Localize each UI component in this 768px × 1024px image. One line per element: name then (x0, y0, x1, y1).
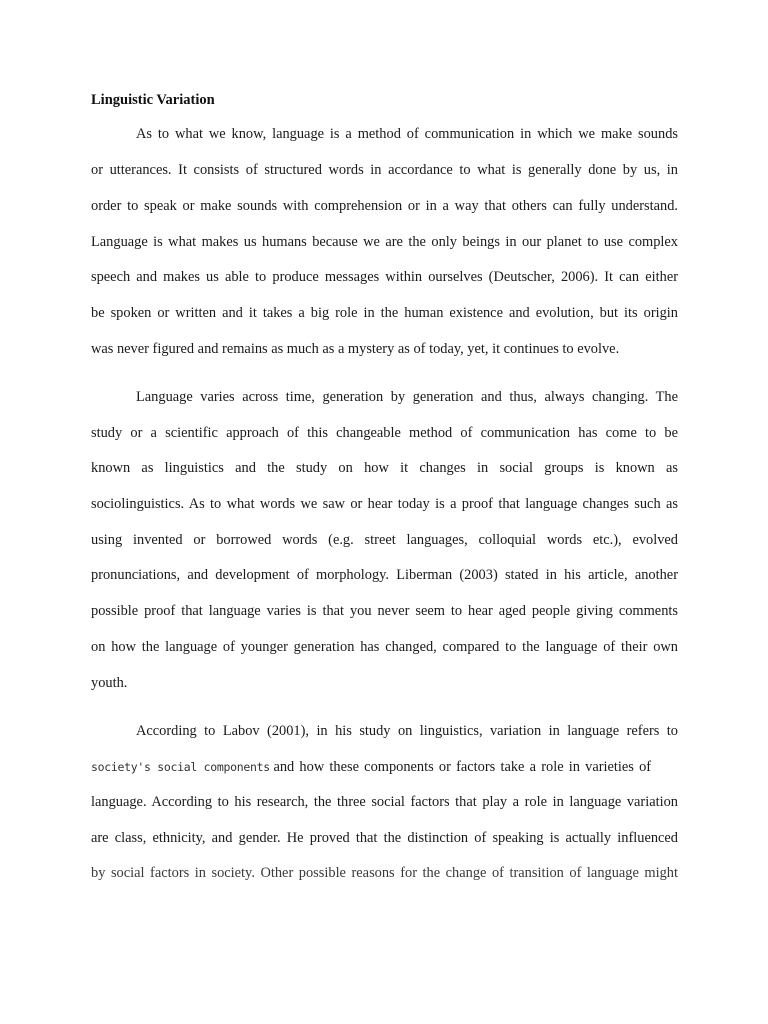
paragraph-3-line-1: According to Labov (2001), in his study on linguistics, variation in language refers to (136, 723, 678, 739)
paragraph-2-line-8: on how the language of younger generation has changed, compared to the language of their own (91, 639, 678, 655)
paragraph-2-line-7: possible proof that language varies is that you never seem to hear aged people giving comments (91, 603, 678, 619)
document-title: Linguistic Variation (91, 92, 215, 108)
paragraph-1-line-4: Language is what makes us humans because we are the only beings in our planet to use complex (91, 234, 678, 250)
paragraph-3-line-4: are class, ethnicity, and gender. He proved that the distinction of speaking is actually influenced (91, 830, 678, 846)
paragraph-3-line-3: language. According to his research, the three social factors that play a role in language variation (91, 794, 678, 810)
paragraph-3-line-5: by social factors in society. Other possible reasons for the change of transition of language might (91, 865, 678, 881)
paragraph-2-line-9: youth. (91, 675, 128, 691)
paragraph-1-line-6: be spoken or written and it takes a big role in the human existence and evolution, but its origin (91, 305, 678, 321)
paragraph-2-line-6: pronunciations, and development of morphology. Liberman (2003) stated in his article, another (91, 567, 678, 583)
paragraph-2-line-3: known as linguistics and the study on how it changes in social groups is known as (91, 460, 678, 476)
paragraph-1-line-3: order to speak or make sounds with comprehension or in a way that others can fully understand. (91, 198, 678, 214)
paragraph-1-line-2: or utterances. It consists of structured words in accordance to what is generally done by us, in (91, 162, 678, 178)
paragraph-3-line-2-rest: and how these components or factors take a role in varieties of (273, 759, 652, 775)
paragraph-1-line-7: was never figured and remains as much as a mystery as of today, yet, it continues to evolve. (91, 341, 620, 357)
paragraph-3-line-2 (91, 756, 678, 778)
paragraph-2-line-1: Language varies across time, generation by generation and thus, always changing. The (136, 389, 678, 405)
paragraph-2-line-5: using invented or borrowed words (e.g. street languages, colloquial words etc.), evolved (91, 532, 678, 548)
monospace-phrase: society's social components (91, 760, 270, 774)
paragraph-2-line-2: study or a scientific approach of this changeable method of communication has come to be (91, 425, 678, 441)
paragraph-1-line-1: As to what we know, language is a method of communication in which we make sounds (136, 126, 678, 142)
paragraph-1-line-5: speech and makes us able to produce messages within ourselves (Deutscher, 2006). It can either (91, 269, 678, 285)
paragraph-2-line-4: sociolinguistics. As to what words we saw or hear today is a proof that language changes such as (91, 496, 678, 512)
